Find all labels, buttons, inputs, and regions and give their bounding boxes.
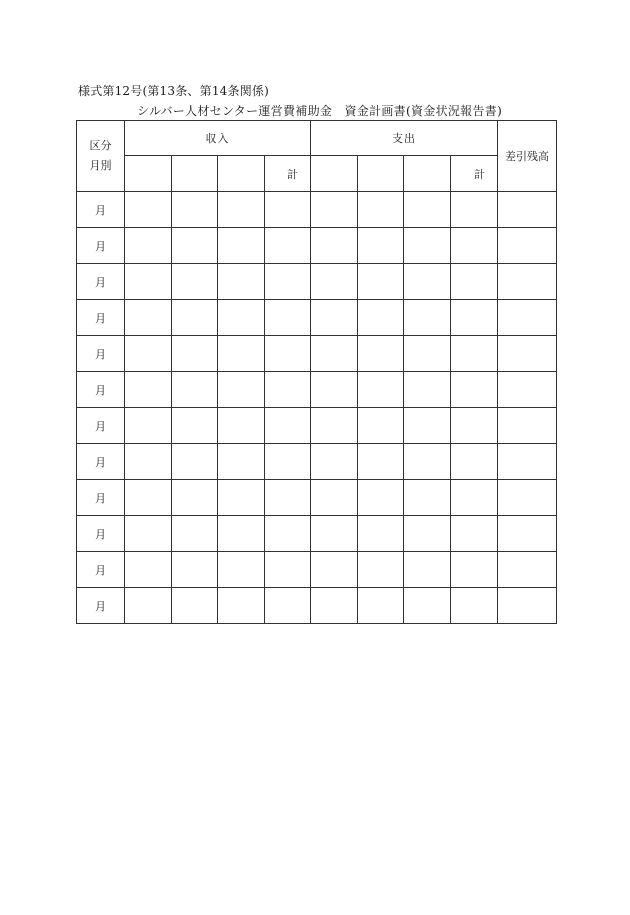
- expense-cell[interactable]: [404, 408, 451, 444]
- expense-total-cell[interactable]: [451, 300, 498, 336]
- expense-cell[interactable]: [404, 336, 451, 372]
- income-cell[interactable]: [125, 300, 172, 336]
- expense-total-cell[interactable]: [451, 480, 498, 516]
- income-cell[interactable]: [218, 552, 265, 588]
- income-cell[interactable]: [172, 408, 218, 444]
- income-cell[interactable]: [125, 408, 172, 444]
- fund-plan-table: [76, 120, 557, 624]
- balance-cell[interactable]: [498, 588, 557, 624]
- month-label: 月: [77, 480, 125, 516]
- expense-cell[interactable]: [358, 480, 404, 516]
- income-cell[interactable]: [218, 588, 265, 624]
- income-cell[interactable]: [172, 372, 218, 408]
- income-total-cell[interactable]: [265, 552, 311, 588]
- expense-total-cell[interactable]: [451, 552, 498, 588]
- income-total-cell[interactable]: [265, 480, 311, 516]
- income-cell[interactable]: [125, 516, 172, 552]
- income-header: 収入: [125, 121, 311, 156]
- expense-cell[interactable]: [404, 192, 451, 228]
- month-label: 月: [77, 264, 125, 300]
- income-cell[interactable]: [125, 552, 172, 588]
- balance-cell[interactable]: [498, 300, 557, 336]
- expense-cell[interactable]: [311, 552, 358, 588]
- expense-cell[interactable]: [311, 480, 358, 516]
- balance-cell[interactable]: [498, 444, 557, 480]
- expense-cell[interactable]: [311, 372, 358, 408]
- income-cell[interactable]: [172, 192, 218, 228]
- income-total-cell[interactable]: [265, 444, 311, 480]
- balance-cell[interactable]: [498, 480, 557, 516]
- balance-cell[interactable]: [498, 552, 557, 588]
- expense-cell[interactable]: [404, 228, 451, 264]
- month-row: [77, 408, 557, 444]
- balance-cell[interactable]: [498, 516, 557, 552]
- expense-cell[interactable]: [404, 480, 451, 516]
- expense-total-header: 計: [451, 156, 498, 192]
- expense-sub-1[interactable]: [311, 156, 358, 192]
- month-row: [77, 300, 557, 336]
- income-cell[interactable]: [172, 228, 218, 264]
- expense-cell[interactable]: [404, 300, 451, 336]
- header-row-groups: [77, 121, 557, 156]
- income-sub-2[interactable]: [172, 156, 218, 192]
- month-label: 月: [77, 516, 125, 552]
- income-cell[interactable]: [172, 336, 218, 372]
- income-cell[interactable]: [172, 300, 218, 336]
- month-row: [77, 372, 557, 408]
- income-sub-1[interactable]: [125, 156, 172, 192]
- income-cell[interactable]: [172, 480, 218, 516]
- income-total-cell[interactable]: [265, 372, 311, 408]
- expense-cell[interactable]: [358, 192, 404, 228]
- income-total-cell[interactable]: [265, 336, 311, 372]
- income-cell[interactable]: [125, 192, 172, 228]
- month-label: 月: [77, 552, 125, 588]
- income-cell[interactable]: [172, 444, 218, 480]
- month-row: [77, 444, 557, 480]
- income-cell[interactable]: [218, 336, 265, 372]
- balance-header: 差引残高: [498, 121, 557, 192]
- income-cell[interactable]: [218, 300, 265, 336]
- expense-total-cell[interactable]: [451, 228, 498, 264]
- row-header-cell: [77, 121, 125, 192]
- expense-cell[interactable]: [358, 408, 404, 444]
- month-row: [77, 228, 557, 264]
- income-total-cell[interactable]: [265, 408, 311, 444]
- expense-cell[interactable]: [358, 516, 404, 552]
- expense-total-cell[interactable]: [451, 444, 498, 480]
- income-total-cell[interactable]: [265, 516, 311, 552]
- expense-cell[interactable]: [311, 408, 358, 444]
- balance-cell[interactable]: [498, 264, 557, 300]
- income-total-cell[interactable]: [265, 192, 311, 228]
- expense-cell[interactable]: [404, 444, 451, 480]
- expense-cell[interactable]: [404, 588, 451, 624]
- income-total-cell[interactable]: [265, 300, 311, 336]
- income-cell[interactable]: [218, 228, 265, 264]
- form-number: 様式第12号(第13条、第14条関係): [78, 84, 269, 98]
- income-cell[interactable]: [125, 264, 172, 300]
- income-cell[interactable]: [172, 264, 218, 300]
- month-row: [77, 516, 557, 552]
- income-cell[interactable]: [218, 480, 265, 516]
- expense-cell[interactable]: [404, 516, 451, 552]
- expense-header: 支出: [311, 121, 498, 156]
- month-row: [77, 588, 557, 624]
- expense-cell[interactable]: [311, 336, 358, 372]
- document-title: シルバー人材センター運営費補助金 資金計画書(資金状況報告書): [137, 104, 503, 118]
- income-cell[interactable]: [125, 588, 172, 624]
- expense-total-cell[interactable]: [451, 588, 498, 624]
- balance-cell[interactable]: [498, 228, 557, 264]
- income-cell[interactable]: [125, 444, 172, 480]
- expense-total-cell[interactable]: [451, 372, 498, 408]
- balance-cell[interactable]: [498, 192, 557, 228]
- expense-total-cell[interactable]: [451, 408, 498, 444]
- month-label: 月: [77, 192, 125, 228]
- row-header-month: 月別: [89, 159, 112, 172]
- expense-total-cell[interactable]: [451, 192, 498, 228]
- expense-cell[interactable]: [311, 516, 358, 552]
- income-cell[interactable]: [125, 372, 172, 408]
- expense-sub-2[interactable]: [358, 156, 404, 192]
- income-cell[interactable]: [218, 372, 265, 408]
- expense-cell[interactable]: [358, 336, 404, 372]
- expense-cell[interactable]: [311, 228, 358, 264]
- expense-cell[interactable]: [358, 300, 404, 336]
- income-cell[interactable]: [125, 228, 172, 264]
- income-cell[interactable]: [218, 192, 265, 228]
- income-cell[interactable]: [218, 516, 265, 552]
- expense-cell[interactable]: [311, 444, 358, 480]
- month-label: 月: [77, 588, 125, 624]
- income-cell[interactable]: [172, 516, 218, 552]
- month-label: 月: [77, 372, 125, 408]
- income-cell[interactable]: [218, 264, 265, 300]
- expense-total-cell[interactable]: [451, 336, 498, 372]
- expense-cell[interactable]: [358, 264, 404, 300]
- month-label: 月: [77, 336, 125, 372]
- month-row: [77, 552, 557, 588]
- balance-cell[interactable]: [498, 372, 557, 408]
- expense-cell[interactable]: [358, 588, 404, 624]
- expense-sub-3[interactable]: [404, 156, 451, 192]
- income-sub-3[interactable]: [218, 156, 265, 192]
- expense-cell[interactable]: [404, 552, 451, 588]
- expense-cell[interactable]: [358, 372, 404, 408]
- income-cell[interactable]: [125, 480, 172, 516]
- month-row: [77, 192, 557, 228]
- month-label: 月: [77, 300, 125, 336]
- month-row: [77, 264, 557, 300]
- expense-cell[interactable]: [311, 588, 358, 624]
- expense-cell[interactable]: [311, 264, 358, 300]
- expense-cell[interactable]: [358, 552, 404, 588]
- expense-cell[interactable]: [404, 372, 451, 408]
- income-total-cell[interactable]: [265, 228, 311, 264]
- expense-cell[interactable]: [358, 228, 404, 264]
- month-row: [77, 480, 557, 516]
- expense-cell[interactable]: [404, 264, 451, 300]
- income-cell[interactable]: [172, 588, 218, 624]
- balance-cell[interactable]: [498, 408, 557, 444]
- income-cell[interactable]: [125, 336, 172, 372]
- month-row: [77, 336, 557, 372]
- expense-cell[interactable]: [311, 192, 358, 228]
- income-total-header: 計: [265, 156, 311, 192]
- balance-cell[interactable]: [498, 336, 557, 372]
- expense-cell[interactable]: [358, 444, 404, 480]
- month-label: 月: [77, 228, 125, 264]
- month-label: 月: [77, 408, 125, 444]
- expense-total-cell[interactable]: [451, 264, 498, 300]
- month-label: 月: [77, 444, 125, 480]
- header-row-subcolumns: [77, 156, 557, 192]
- income-total-cell[interactable]: [265, 588, 311, 624]
- income-total-cell[interactable]: [265, 264, 311, 300]
- income-cell[interactable]: [172, 552, 218, 588]
- expense-total-cell[interactable]: [451, 516, 498, 552]
- income-cell[interactable]: [218, 408, 265, 444]
- expense-cell[interactable]: [311, 300, 358, 336]
- income-cell[interactable]: [218, 444, 265, 480]
- row-header-category: 区分: [89, 139, 112, 152]
